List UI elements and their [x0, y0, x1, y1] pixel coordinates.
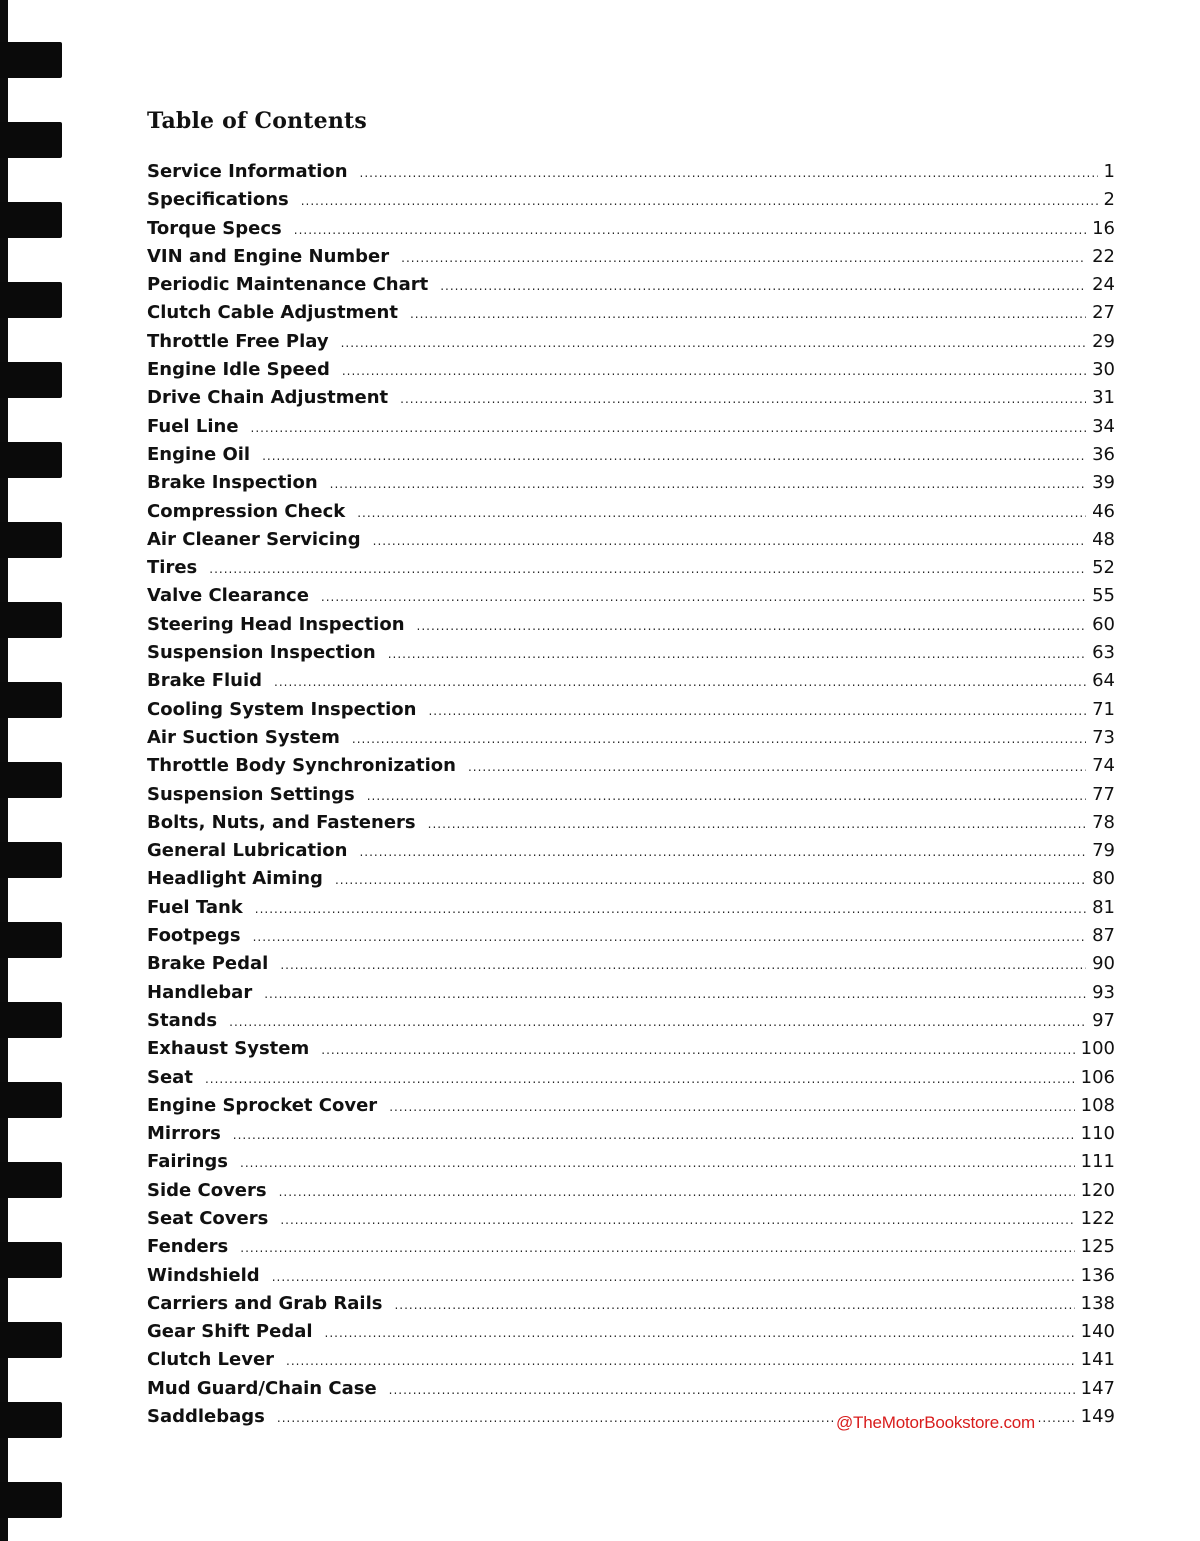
toc-entry-page: 111 [1080, 1151, 1115, 1173]
dot-leader [280, 951, 1086, 979]
toc-entry[interactable] [147, 950, 1115, 978]
dot-leader [401, 244, 1086, 272]
toc-entry[interactable] [147, 469, 1115, 497]
toc-entry[interactable] [147, 356, 1115, 384]
toc-entry-page: 140 [1080, 1321, 1115, 1343]
dot-leader [360, 159, 1098, 187]
toc-entry-page: 39 [1092, 472, 1115, 494]
toc-entry-label: Seat [147, 1066, 193, 1088]
dot-leader [205, 1065, 1075, 1093]
toc-entry-page: 24 [1092, 274, 1115, 296]
toc-entry-label: General Lubrication [147, 840, 348, 862]
toc-entry[interactable] [147, 1318, 1115, 1346]
toc-entry-page: 81 [1092, 896, 1115, 918]
toc-entry-label: Saddlebags [147, 1406, 265, 1428]
toc-entry[interactable] [147, 667, 1115, 695]
dot-leader [325, 1319, 1075, 1347]
toc-entry-page: 74 [1092, 755, 1115, 777]
toc-entry-page: 149 [1080, 1406, 1115, 1428]
toc-entry-page: 46 [1092, 500, 1115, 522]
toc-entry-label: Fuel Line [147, 415, 239, 437]
binding-tab [0, 602, 62, 638]
toc-entry[interactable] [147, 1346, 1115, 1374]
toc-entry-label: Bolts, Nuts, and Fasteners [147, 811, 416, 833]
toc-entry-label: Steering Head Inspection [147, 613, 405, 635]
toc-entry[interactable] [147, 1035, 1115, 1063]
toc-entry-label: Mirrors [147, 1123, 221, 1145]
dot-leader [255, 895, 1086, 923]
watermark: @TheMotorBookstore.com [836, 1413, 1035, 1432]
toc-entry-label: Suspension Inspection [147, 642, 376, 664]
toc-entry[interactable] [147, 1375, 1115, 1403]
toc-entry[interactable] [147, 781, 1115, 809]
toc-entry-label: Drive Chain Adjustment [147, 387, 389, 409]
toc-entry[interactable] [147, 922, 1115, 950]
dot-leader [264, 980, 1086, 1008]
toc-entry-page: 136 [1080, 1264, 1115, 1286]
toc-entry-page: 16 [1092, 217, 1115, 239]
toc-entry-label: Headlight Aiming [147, 868, 323, 890]
toc-entry-label: Suspension Settings [147, 783, 355, 805]
toc-entry[interactable] [147, 384, 1115, 412]
binding-tab [0, 842, 62, 878]
toc-entry-page: 27 [1092, 302, 1115, 324]
toc-entry-label: Gear Shift Pedal [147, 1321, 313, 1343]
toc-entry-label: Handlebar [147, 981, 253, 1003]
dot-leader [335, 866, 1086, 894]
toc-entry-page: 90 [1092, 953, 1115, 975]
toc-entry-page: 120 [1080, 1179, 1115, 1201]
toc-entry-page: 79 [1092, 840, 1115, 862]
binding-tab [0, 362, 62, 398]
toc-entry[interactable] [147, 979, 1115, 1007]
toc-entry-label: Air Suction System [147, 726, 340, 748]
toc-entry-label: VIN and Engine Number [147, 245, 390, 267]
toc-entry[interactable] [147, 243, 1115, 271]
binding-tab [0, 442, 62, 478]
toc-entry-page: 93 [1092, 981, 1115, 1003]
binding-tab [0, 122, 62, 158]
binding-tab [0, 522, 62, 558]
dot-leader [262, 442, 1086, 470]
dot-leader [342, 357, 1086, 385]
dot-leader [301, 187, 1098, 215]
toc-entry-page: 22 [1092, 245, 1115, 267]
dot-leader [394, 1291, 1074, 1319]
dot-leader [209, 555, 1086, 583]
dot-leader [233, 1121, 1075, 1149]
toc-entry[interactable] [147, 526, 1115, 554]
binding-tab [0, 682, 62, 718]
toc-entry[interactable] [147, 639, 1115, 667]
toc-entry[interactable] [147, 158, 1115, 186]
toc-entry-page: 29 [1092, 330, 1115, 352]
toc-entry[interactable] [147, 865, 1115, 893]
dot-leader [294, 216, 1086, 244]
toc-entry-page: 60 [1092, 613, 1115, 635]
toc-entry-page: 34 [1092, 415, 1115, 437]
dot-leader [272, 1263, 1075, 1291]
dot-leader [240, 1234, 1074, 1262]
dot-leader [286, 1347, 1075, 1375]
toc-entry[interactable] [147, 894, 1115, 922]
dot-leader [357, 499, 1086, 527]
toc-entry-label: Air Cleaner Servicing [147, 528, 361, 550]
toc-entry-label: Carriers and Grab Rails [147, 1292, 383, 1314]
toc-entry[interactable] [147, 1092, 1115, 1120]
toc-entry[interactable] [147, 582, 1115, 610]
dot-leader [330, 470, 1086, 498]
binding-tab [0, 202, 62, 238]
toc-entry-page: 55 [1092, 585, 1115, 607]
toc-entry-label: Specifications [147, 189, 289, 211]
dot-leader [428, 810, 1086, 838]
toc-entry-page: 97 [1092, 1009, 1115, 1031]
dot-leader [253, 923, 1086, 951]
dot-leader [321, 1036, 1074, 1064]
dot-leader [417, 612, 1087, 640]
toc-entry[interactable] [147, 1177, 1115, 1205]
toc-entry-label: Compression Check [147, 500, 346, 522]
dot-leader [428, 697, 1086, 725]
binding-tab [0, 282, 62, 318]
toc-entry[interactable] [147, 554, 1115, 582]
dot-leader [367, 782, 1086, 810]
dot-leader [274, 668, 1086, 696]
toc-entry[interactable] [147, 752, 1115, 780]
dot-leader [389, 1376, 1075, 1404]
toc-entry-page: 64 [1092, 670, 1115, 692]
binding-tab [0, 1242, 62, 1278]
toc-entry-label: Valve Clearance [147, 585, 309, 607]
toc-entry-page: 63 [1092, 642, 1115, 664]
toc-entry[interactable] [147, 611, 1115, 639]
toc-entry-page: 106 [1080, 1066, 1115, 1088]
toc-entry[interactable] [147, 215, 1115, 243]
binding-tab [0, 1322, 62, 1358]
toc-entry[interactable] [147, 1262, 1115, 1290]
dot-leader [279, 1178, 1075, 1206]
binding-tab [0, 1482, 62, 1518]
dot-leader [251, 414, 1087, 442]
toc-entry-label: Throttle Free Play [147, 330, 329, 352]
toc-entry-page: 78 [1092, 811, 1115, 833]
toc-entry-label: Fairings [147, 1151, 229, 1173]
toc-entry[interactable] [147, 299, 1115, 327]
binding-tab [0, 922, 62, 958]
dot-leader [400, 385, 1086, 413]
toc-entry[interactable] [147, 328, 1115, 356]
toc-entry-page: 77 [1092, 783, 1115, 805]
toc-entry-page: 147 [1080, 1377, 1115, 1399]
toc-entry-label: Cooling System Inspection [147, 698, 417, 720]
toc-entry[interactable] [147, 696, 1115, 724]
dot-leader [341, 329, 1087, 357]
toc-entry[interactable] [147, 186, 1115, 214]
toc-entry-page: 122 [1080, 1207, 1115, 1229]
toc-entry-page: 36 [1092, 443, 1115, 465]
toc-entry-page: 71 [1092, 698, 1115, 720]
dot-leader [373, 527, 1086, 555]
toc-entry-label: Torque Specs [147, 217, 282, 239]
dot-leader [280, 1206, 1074, 1234]
toc-entry-page: 30 [1092, 359, 1115, 381]
dot-leader [468, 753, 1086, 781]
toc-entry[interactable] [147, 441, 1115, 469]
toc-entry-label: Periodic Maintenance Chart [147, 274, 429, 296]
dot-leader [240, 1149, 1075, 1177]
dot-leader [389, 1093, 1074, 1121]
dot-leader [388, 640, 1086, 668]
toc-entry[interactable] [147, 1233, 1115, 1261]
binding-tab [0, 762, 62, 798]
toc-entry-page: 31 [1092, 387, 1115, 409]
dot-leader [321, 583, 1086, 611]
table-of-contents [147, 158, 1115, 1431]
toc-entry-label: Service Information [147, 161, 348, 182]
toc-entry[interactable] [147, 1148, 1115, 1176]
toc-entry-page: 138 [1080, 1292, 1115, 1314]
toc-entry-label: Engine Oil [147, 443, 251, 465]
dot-leader [229, 1008, 1086, 1036]
toc-entry[interactable] [147, 724, 1115, 752]
toc-entry-page: 2 [1103, 189, 1115, 211]
toc-entry-label: Brake Fluid [147, 670, 263, 692]
binding-tab [0, 42, 62, 78]
toc-entry-label: Tires [147, 557, 198, 579]
toc-entry-label: Clutch Cable Adjustment [147, 302, 398, 324]
binding-tab [0, 1002, 62, 1038]
toc-entry-page: 1 [1103, 161, 1115, 182]
toc-entry[interactable] [147, 498, 1115, 526]
toc-entry-label: Windshield [147, 1264, 260, 1286]
toc-entry-label: Clutch Lever [147, 1349, 275, 1371]
toc-entry-page: 141 [1080, 1349, 1115, 1371]
toc-entry[interactable] [147, 413, 1115, 441]
toc-entry-label: Mud Guard/Chain Case [147, 1377, 377, 1399]
toc-entry-label: Footpegs [147, 925, 241, 947]
toc-entry-label: Stands [147, 1009, 218, 1031]
toc-entry-label: Fuel Tank [147, 896, 243, 918]
dot-leader [440, 272, 1086, 300]
toc-entry[interactable] [147, 1064, 1115, 1092]
toc-entry-page: 87 [1092, 925, 1115, 947]
toc-entry-label: Engine Sprocket Cover [147, 1094, 378, 1116]
toc-entry[interactable] [147, 837, 1115, 865]
binding-tab [0, 1082, 62, 1118]
toc-entry-page: 48 [1092, 528, 1115, 550]
toc-entry[interactable] [147, 271, 1115, 299]
toc-entry[interactable] [147, 1007, 1115, 1035]
toc-entry-page: 73 [1092, 726, 1115, 748]
toc-entry-label: Side Covers [147, 1179, 267, 1201]
binding-tab [0, 1162, 62, 1198]
dot-leader [410, 300, 1086, 328]
toc-entry-label: Brake Inspection [147, 472, 318, 494]
toc-entry-page: 52 [1092, 557, 1115, 579]
binding-tab [0, 1402, 62, 1438]
toc-entry-page: 108 [1080, 1094, 1115, 1116]
toc-entry-page: 100 [1080, 1038, 1115, 1060]
toc-entry[interactable] [147, 1205, 1115, 1233]
page-title: Table of Contents [147, 108, 367, 134]
toc-entry-page: 125 [1080, 1236, 1115, 1258]
toc-entry[interactable] [147, 809, 1115, 837]
dot-leader [352, 725, 1086, 753]
toc-entry[interactable] [147, 1120, 1115, 1148]
toc-entry-page: 80 [1092, 868, 1115, 890]
spiral-binding [0, 0, 70, 1541]
toc-entry-label: Throttle Body Synchronization [147, 755, 456, 777]
toc-entry[interactable] [147, 1290, 1115, 1318]
toc-entry-label: Engine Idle Speed [147, 359, 330, 381]
dot-leader [359, 838, 1086, 866]
toc-entry-page: 110 [1080, 1123, 1115, 1145]
toc-entry-label: Seat Covers [147, 1207, 269, 1229]
toc-entry-label: Brake Pedal [147, 953, 269, 975]
toc-entry-label: Fenders [147, 1236, 229, 1258]
toc-entry-label: Exhaust System [147, 1038, 310, 1060]
